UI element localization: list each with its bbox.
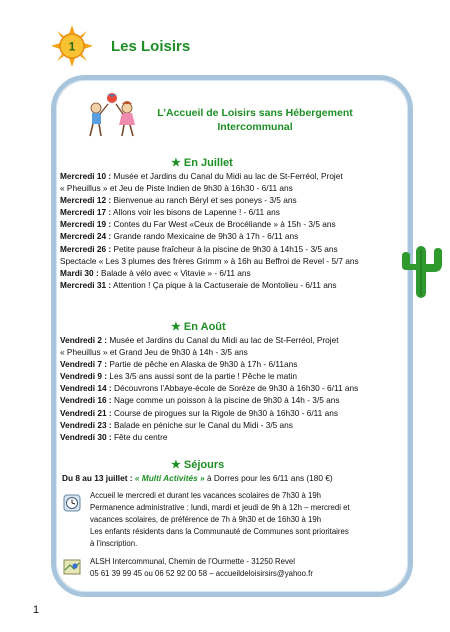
july-schedule (60, 170, 415, 291)
schedule-activity: Balade à vélo avec « Vitavie » - 6/11 ans (98, 267, 251, 278)
clock-icon (63, 494, 81, 512)
july-schedule-line (60, 182, 415, 194)
august-schedule-line (60, 358, 415, 370)
schedule-activity: Musée et Jardins du Canal du Midi au lac de St-Ferréol, Projet (107, 335, 339, 345)
sun-badge-icon (51, 25, 93, 67)
info-line: Les enfants résidents dans la Communauté de Communes sont prioritaires (90, 527, 349, 536)
heading-line-2: Intercommunal (217, 121, 293, 133)
info-line: vacances scolaires, de préférence de 7h à 9h30 et de 16h30 à 19h (90, 515, 322, 524)
july-schedule-line (60, 206, 415, 218)
schedule-activity: Contes du Far West «Ceux de Brocéliande » à 15h - 3/5 ans (111, 219, 336, 230)
schedule-activity: Course de pirogues sur la Rigole de 9h30 à 16h30 - 6/11 ans (111, 407, 338, 418)
schedule-date: Vendredi 2 : (60, 335, 108, 345)
august-schedule-line (60, 346, 415, 358)
info-line: à l’inscription. (90, 539, 138, 548)
children-playing-illustration (84, 92, 140, 138)
july-schedule-line (60, 255, 415, 267)
schedule-date: Vendredi 21 : (60, 407, 112, 418)
sejours-line (62, 472, 417, 484)
schedule-date: Mercredi 19 : (60, 219, 112, 230)
schedule-date: Mercredi 12 : (60, 195, 112, 206)
schedule-activity: Partie de pêche en Alaska de 9h30 à 17h - 6/11ans (107, 359, 298, 370)
july-schedule-line (60, 243, 415, 255)
schedule-date: Vendredi 23 : (60, 419, 112, 430)
cactus-illustration (398, 238, 444, 300)
schedule-date: Vendredi 9 : (60, 371, 108, 382)
schedule-date: Mercredi 24 : (60, 231, 112, 242)
schedule-activity: Découvrons l’Abbaye-école de Sorèze de 9h30 à 16h30 - 6/11 ans (111, 383, 359, 394)
page-number: 1 (33, 604, 40, 616)
july-schedule-line (60, 170, 415, 182)
info-block (90, 490, 350, 550)
contact-line: 05 61 39 99 45 ou 06 52 92 00 58 – accueildeloisirsirs@yahoo.fr (90, 569, 313, 578)
july-schedule-line (60, 218, 415, 230)
sejours-details: à Dorres pour les 6/11 ans (180 €) (204, 473, 333, 483)
schedule-activity: Fête du centre (111, 431, 168, 442)
july-schedule-line (60, 279, 415, 291)
sejours-dates: Du 8 au 13 juillet : (62, 473, 133, 483)
schedule-date: Mercredi 17 : (60, 207, 112, 218)
schedule-date: Mardi 30 : (60, 267, 99, 278)
schedule-activity: Musée et Jardins du Canal du Midi au lac de St-Ferréol, Projet (111, 171, 343, 181)
heading-line-1: L’Accueil de Loisirs sans Hébergement (157, 107, 353, 119)
contact-block (90, 556, 313, 580)
schedule-activity: « Pheuillus » et Grand Jeu de 9h30 à 14h - 3/5 ans (60, 347, 248, 358)
schedule-date: Mercredi 31 : (60, 279, 112, 290)
map-location-icon (63, 558, 81, 576)
schedule-activity: Grande rando Mexicaine de 9h30 à 17h - 6/11 ans (111, 231, 299, 242)
sejours-activity: « Multi Activités » (134, 473, 205, 483)
august-schedule (60, 334, 415, 443)
august-schedule-line (60, 370, 415, 382)
schedule-date: Mercredi 10 : (60, 171, 112, 181)
schedule-date: Mercredi 26 : (60, 243, 112, 254)
schedule-date: Vendredi 7 : (60, 359, 108, 370)
schedule-activity: Nage comme un poisson à la piscine de 9h30 à 14h - 3/5 ans (111, 395, 340, 406)
august-schedule-line (60, 334, 415, 346)
schedule-activity: Allons voir les bisons de Lapenne ! - 6/11 ans (111, 207, 280, 218)
badge-number: 1 (68, 39, 76, 54)
schedule-activity: Les 3/5 ans aussi sont de la partie ! Pêche le matin (107, 371, 298, 382)
section-title: Les Loisirs (111, 38, 191, 55)
contact-line: ALSH Intercommunal, Chemin de l’Ourmette - 31250 Revel (90, 557, 295, 566)
schedule-activity: Spectacle « Les 3 plumes des frères Grimm » à 16h au Beffroi de Revel - 5/7 ans (60, 255, 359, 266)
august-schedule-line (60, 419, 415, 431)
schedule-date: Vendredi 30 : (60, 431, 112, 442)
august-schedule-line (60, 431, 415, 443)
schedule-activity: Bienvenue au ranch Béryl et ses poneys - 3/5 ans (111, 195, 297, 206)
schedule-activity: Balade en péniche sur le Canal du Midi - 3/5 ans (111, 419, 293, 430)
schedule-activity: « Pheuillus » et Jeu de Piste Indien de 9h30 à 16h30 - 6/11 ans (60, 183, 293, 194)
schedule-activity: Petite pause fraîcheur à la piscine de 9h30 à 14h15 - 3/5 ans (111, 243, 338, 254)
schedule-activity: Attention ! Ça pique à la Cactuseraie de Montolieu - 6/11 ans (111, 279, 337, 290)
july-schedule-line (60, 267, 415, 279)
info-line: Accueil le mercredi et durant les vacances scolaires de 7h30 à 19h (90, 491, 322, 500)
august-schedule-line (60, 407, 415, 419)
schedule-date: Vendredi 14 : (60, 383, 112, 394)
july-title: ★ En Juillet (171, 157, 233, 169)
july-schedule-line (60, 230, 415, 242)
july-schedule-line (60, 194, 415, 206)
august-title: ★ En Août (171, 321, 226, 333)
info-line: Permanence administrative : lundi, mardi et jeudi de 9h à 12h – mercredi et (90, 503, 350, 512)
sejours-title: ★ Séjours (171, 459, 225, 471)
schedule-date: Vendredi 16 : (60, 395, 112, 406)
august-schedule-line (60, 382, 415, 394)
august-schedule-line (60, 394, 415, 406)
